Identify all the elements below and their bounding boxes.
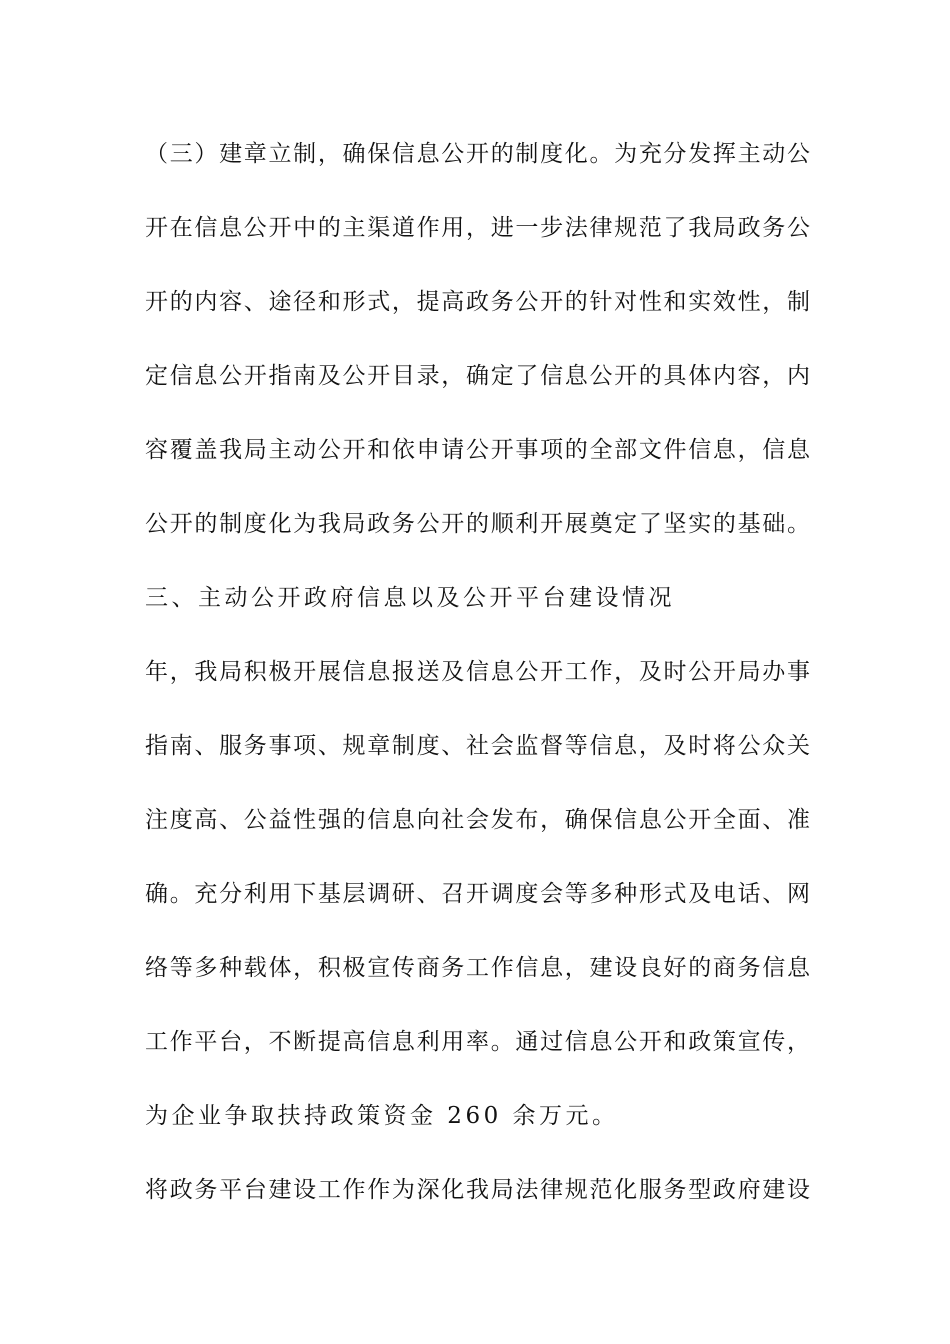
text-line-3: 开的内容、途径和形式，提高政务公开的针对性和实效性，制 bbox=[145, 289, 810, 315]
text-line-14: 为企业争取扶持政策资金 260 余万元。 bbox=[145, 1103, 619, 1129]
text-line-4: 定信息公开指南及公开目录，确定了信息公开的具体内容，内 bbox=[145, 363, 810, 389]
text-line-11: 确。充分利用下基层调研、召开调度会等多种形式及电话、网 bbox=[145, 881, 810, 907]
text-line-5: 容覆盖我局主动公开和依申请公开事项的全部文件信息，信息 bbox=[145, 437, 810, 463]
text-line-6: 公开的制度化为我局政务公开的顺利开展奠定了坚实的基础。 bbox=[145, 511, 810, 537]
text-line-12: 络等多种载体，积极宣传商务工作信息，建设良好的商务信息 bbox=[145, 955, 810, 981]
document-body bbox=[145, 134, 810, 1244]
text-line-8: 年，我局积极开展信息报送及信息公开工作，及时公开局办事 bbox=[145, 659, 810, 685]
text-line-10: 注度高、公益性强的信息向社会发布，确保信息公开全面、准 bbox=[145, 807, 810, 833]
text-line-9: 指南、服务事项、规章制度、社会监督等信息，及时将公众关 bbox=[145, 733, 810, 759]
section-heading: 三、主动公开政府信息以及公开平台建设情况 bbox=[145, 585, 675, 611]
text-line-13: 工作平台，不断提高信息利用率。通过信息公开和政策宣传， bbox=[145, 1029, 810, 1055]
text-line-15: 将政务平台建设工作作为深化我局法律规范化服务型政府建设 bbox=[145, 1177, 810, 1203]
text-line-1: （三）建章立制，确保信息公开的制度化。为充分发挥主动公 bbox=[145, 141, 810, 167]
text-line-2: 开在信息公开中的主渠道作用，进一步法律规范了我局政务公 bbox=[145, 215, 810, 241]
